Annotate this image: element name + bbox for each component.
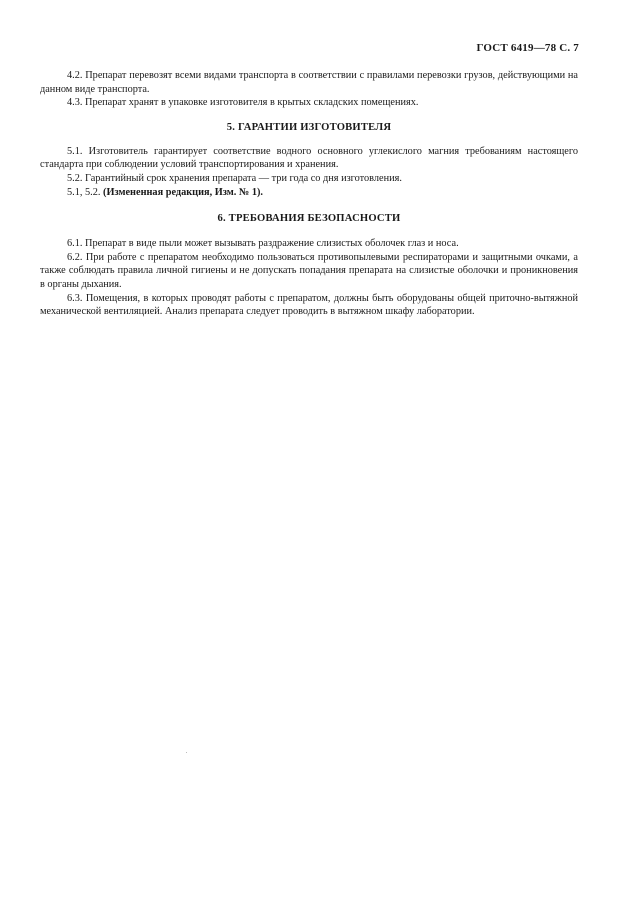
paragraph-4-3: 4.3. Препарат хранят в упаковке изготовителя в крытых складских помещениях. <box>67 97 419 109</box>
amendment-ref: 5.1, 5.2. <box>67 186 101 198</box>
page-reference: ГОСТ 6419—78 С. 7 <box>476 42 579 54</box>
paragraph-4-2: 4.2. Препарат перевозят всеми видами транспорта в соответствии с правилами перевозки грузов, действующими на данном виде транспорта. <box>40 70 578 95</box>
section-6-title: 6. ТРЕБОВАНИЯ БЕЗОПАСНОСТИ <box>217 213 401 225</box>
page-header <box>476 42 579 54</box>
document-body <box>40 69 578 319</box>
amendment-text: (Измененная редакция, Изм. № 1). <box>103 186 263 198</box>
paragraph-6-3: 6.3. Помещения, в которых проводят работы с препаратом, должны быть оборудованы общей приточно-вытяжной механической вентиляцией. Анализ препарата следует проводить в вытяжном шкафу лаборатории. <box>40 292 578 318</box>
scan-speck <box>186 752 187 753</box>
paragraph-5-1: 5.1. Изготовитель гарантирует соответствие водного основного углекислого магния требованиям настоящего стандарта при соблюдении условий транспортирования и хранения. <box>40 145 578 171</box>
section-5-title: 5. ГАРАНТИИ ИЗГОТОВИТЕЛЯ <box>226 121 392 133</box>
paragraph-6-2: 6.2. При работе с препаратом необходимо пользоваться противопылевыми респираторами и защитными очками, а также соблюдать правила личной гигиены и не допускать попадания препарата на слизистые оболочки и проникновения в органы дыхания. <box>40 251 578 290</box>
amendment-note-5 <box>40 186 578 200</box>
paragraph-6-1: 6.1. Препарат в виде пыли может вызывать раздражение слизистых оболочек глаз и носа. <box>67 238 459 250</box>
paragraph-5-2: 5.2. Гарантийный срок хранения препарата — три года со дня изготовления. <box>67 172 402 184</box>
